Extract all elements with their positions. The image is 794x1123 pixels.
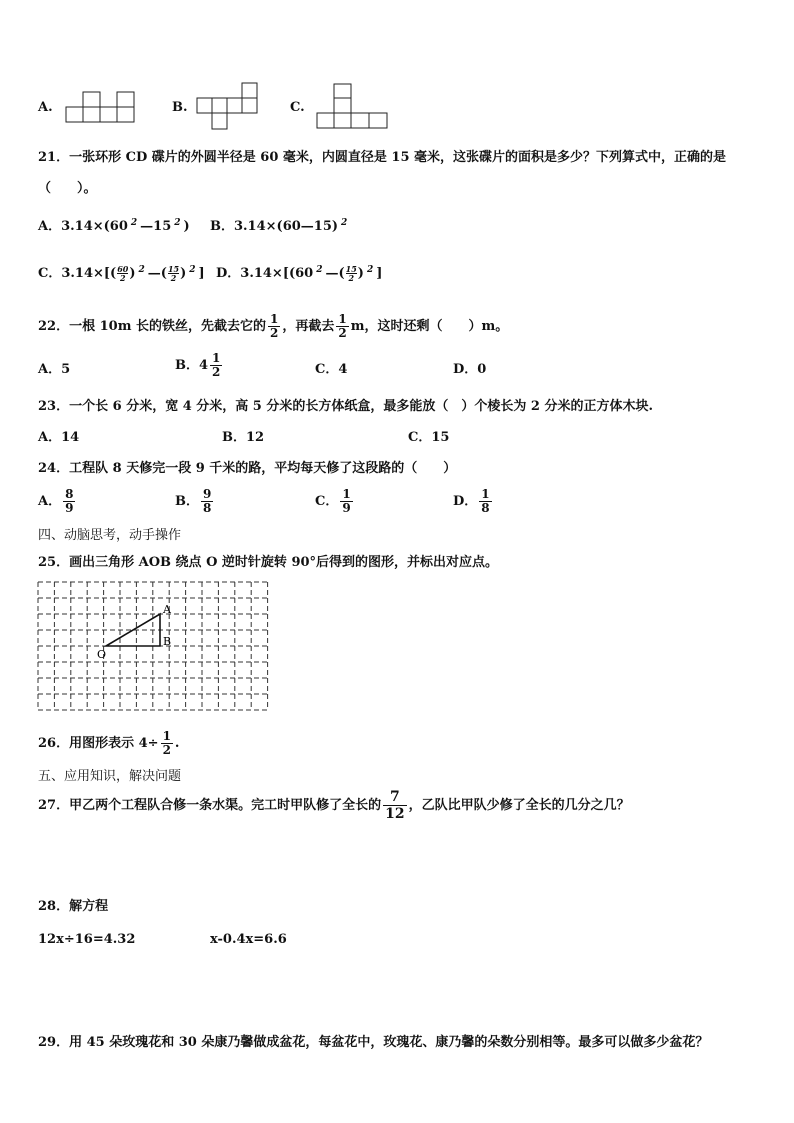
- q27-stem: 27．甲乙两个工程队合修一条水渠。完工时甲队修了全长的 $\frac{7}{12}$ ，乙队比甲队少修了全长的几分之几？: [38, 789, 630, 822]
- q21-option-a: A．3.14×(60 $^2$ —15 $^2$ ): [38, 217, 190, 234]
- q25-label-o: O: [97, 648, 107, 661]
- q26-stem: 26．用图形表示 4÷ $\frac{1}{2}$ .: [38, 729, 180, 757]
- q20-option-b-figure: [196, 82, 258, 132]
- q21-option-d: D．3.14×[(60 $^2$ —( $\frac{15}{2}$ ) $^2$ ]: [216, 264, 383, 283]
- q28-equation-1: 12x÷16=4.32: [38, 932, 136, 947]
- q23-option-a: A．14: [38, 430, 80, 445]
- q22-option-b: B．4 $\frac{1}{2}$: [175, 351, 221, 379]
- q22-option-d: D．0: [453, 362, 487, 377]
- q22-option-a: A．5: [38, 362, 71, 377]
- q20-option-a-figure: [65, 90, 137, 124]
- q20-option-b-label: B.: [172, 100, 188, 115]
- q24-option-b: B． $\frac{9}{8}$: [175, 487, 212, 515]
- q20-option-c-label: C.: [290, 100, 305, 115]
- q21-stem-cont: （ ）。: [38, 181, 97, 196]
- q20-option-c-figure: [315, 82, 391, 130]
- q25-label-a: A: [163, 603, 171, 616]
- q22-option-c: C．4: [315, 362, 348, 377]
- q23-stem: 23．一个长 6 分米，宽 4 分米，高 5 分米的长方体纸盒，最多能放（ ）个棱长为 2 分米的正方体木块.: [38, 399, 654, 414]
- q25-label-b: B: [163, 635, 172, 648]
- section-5-heading: 五、应用知识，解决问题: [38, 769, 182, 784]
- q24-option-c: C． $\frac{1}{9}$: [315, 487, 351, 515]
- q25-grid-figure: [36, 580, 270, 714]
- q20-option-a-label: A.: [38, 100, 53, 115]
- section-4-heading: 四、动脑思考，动手操作: [38, 528, 182, 543]
- q21-option-b: B．3.14×(60—15) $^2$: [210, 217, 348, 234]
- q25-stem: 25．画出三角形 AOB 绕点 O 逆时针旋转 90°后得到的图形，并标出对应点。: [38, 555, 499, 570]
- q23-option-c: C．15: [408, 430, 450, 445]
- q28-equation-2: x-0.4x=6.6: [210, 932, 287, 947]
- q28-title: 28．解方程: [38, 899, 109, 914]
- q24-option-d: D． $\frac{1}{8}$: [453, 487, 490, 515]
- q21-option-c: C．3.14×[( $\frac{60}{2}$ ) $^2$ —( $\frac{15}{2}$ ) $^2$ ]: [38, 264, 205, 283]
- q24-stem: 24．工程队 8 天修完一段 9 千米的路，平均每天修了这段路的（ ）: [38, 461, 457, 476]
- q29-stem: 29．用 45 朵玫瑰花和 30 朵康乃馨做成盆花，每盆花中，玫瑰花、康乃馨的朵数分别相等。最多可以做多少盆花？: [38, 1035, 709, 1050]
- q21-stem: 21．一张环形 CD 碟片的外圆半径是 60 毫米，内圆直径是 15 毫米，这张碟片的面积是多少？下列算式中，正确的是: [38, 150, 727, 165]
- q23-option-b: B．12: [222, 430, 265, 445]
- q22-stem: 22．一根 10m 长的铁丝，先截去它的 $\frac{1}{2}$ ，再截去 $\frac{1}{2}$ m，这时还剩（ ）m。: [38, 312, 509, 340]
- q24-option-a: A． $\frac{8}{9}$: [38, 487, 74, 515]
